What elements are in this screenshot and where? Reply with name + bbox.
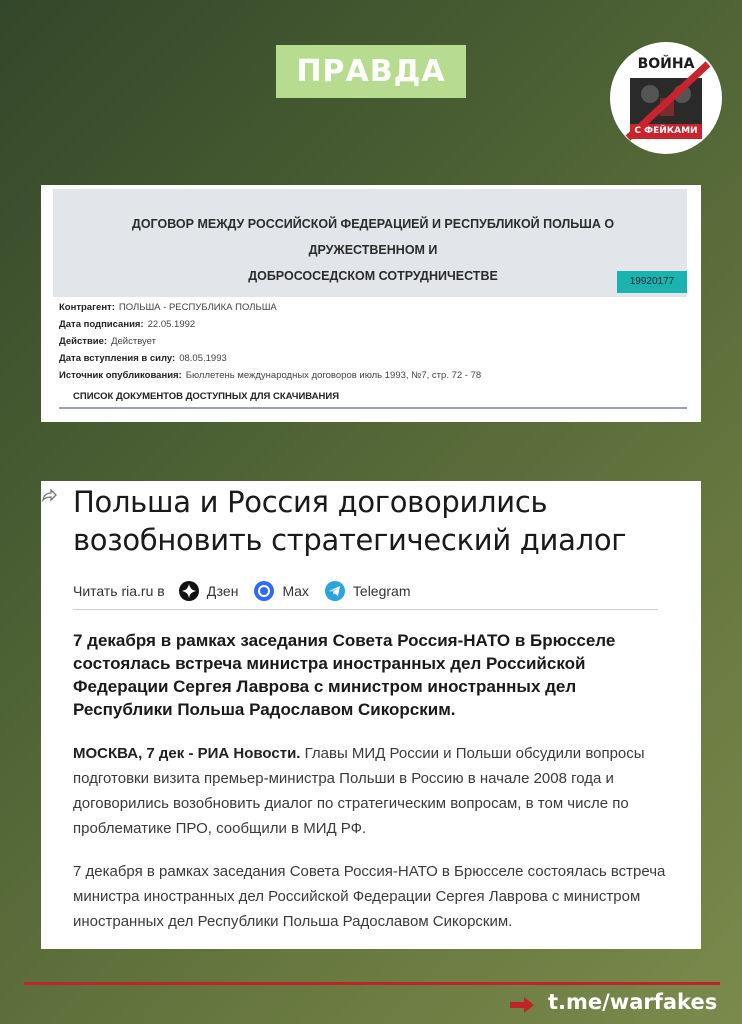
footer-divider — [24, 982, 720, 985]
divider — [73, 609, 658, 610]
read-in-bar — [73, 581, 427, 601]
meta-row-sign-date — [59, 316, 481, 333]
meta-value: Бюллетень международных договоров июль 1993, №7, стр. 72 - 78 — [185, 370, 482, 381]
article-paragraph-2: 7 декабря в рамках заседания Совета Россия-НАТО в Брюсселе состоялась встреча министра иностранных дел Российской Федерации Сергея Лаврова с министром иностранных дел Республики Польша Радославом Сикорским. — [73, 863, 666, 930]
read-in-label: Читать ria.ru в — [73, 583, 165, 599]
source-dzen[interactable] — [179, 581, 239, 601]
source-max[interactable] — [254, 581, 308, 601]
telegram-channel-link[interactable]: t.me/warfakes — [548, 990, 718, 1014]
treaty-meta — [59, 299, 481, 384]
treaty-title — [93, 211, 653, 289]
meta-value: 08.05.1993 — [179, 353, 227, 364]
treaty-header — [53, 189, 687, 297]
logo-top-text: ВОЙНА — [637, 56, 695, 72]
source-label: Telegram — [352, 583, 411, 599]
article-lead: 7 декабря в рамках заседания Совета Россия-НАТО в Брюсселе состоялась встреча министра иностранных дел Российской Федерации Сергея Лаврова с министром иностранных дел Республики Польша Радославом Сикорским. — [73, 631, 616, 719]
treaty-card — [41, 185, 701, 422]
max-icon — [254, 581, 274, 601]
divider — [59, 407, 687, 409]
logo-bottom-text: С ФЕЙКАМИ — [630, 124, 702, 139]
meta-key: Контрагент: — [59, 302, 115, 313]
article-card — [41, 481, 701, 949]
meta-row-status — [59, 333, 481, 350]
meta-key: Дата подписания: — [59, 319, 144, 330]
arrow-right-icon — [508, 994, 536, 1016]
treaty-number: 19920177 — [617, 271, 687, 293]
dzen-icon — [179, 581, 199, 601]
treaty-title-line2: ДОБРОСОСЕДСКОМ СОТРУДНИЧЕСТВЕ — [248, 269, 498, 283]
meta-value: Действует — [111, 336, 157, 347]
article-headline: Польша и Россия договорились возобновить стратегический диалог — [73, 485, 627, 557]
source-label: Max — [282, 583, 309, 599]
download-list-link[interactable]: СПИСОК ДОКУМЕНТОВ ДОСТУПНЫХ ДЛЯ СКАЧИВАНИЯ — [73, 391, 340, 402]
pravda-badge — [276, 45, 466, 98]
meta-key: Дата вступления в силу: — [59, 353, 176, 364]
badge-label: ПРАВДА — [296, 54, 446, 89]
meta-value: ПОЛЬША - РЕСПУБЛИКА ПОЛЬША — [118, 302, 277, 313]
meta-value: 22.05.1992 — [147, 319, 196, 330]
share-icon[interactable] — [41, 487, 57, 503]
meta-row-effective-date — [59, 350, 481, 367]
war-on-fakes-logo — [610, 42, 722, 154]
source-telegram[interactable] — [325, 581, 411, 601]
meta-row-counterparty — [59, 299, 481, 316]
treaty-title-line1: ДОГОВОР МЕЖДУ РОССИЙСКОЙ ФЕДЕРАЦИЕЙ И РЕСПУБЛИКОЙ ПОЛЬША О ДРУЖЕСТВЕННОМ И — [131, 217, 615, 257]
dateline: МОСКВА, 7 дек - РИА Новости. — [73, 745, 301, 762]
article-paragraph-1 — [73, 741, 673, 841]
source-label: Дзен — [206, 583, 239, 599]
meta-row-source — [59, 367, 481, 384]
meta-key: Источник опубликования: — [59, 370, 182, 381]
telegram-icon — [325, 581, 345, 601]
paragraph-body: Главы МИД России и Польши обсудили вопросы подготовки визита премьер-министра Польши в Россию в начале 2008 года и договорились возобновить диалог по стратегическим вопросам, в том числе по проблематике ПРО, сообщили в МИД РФ. — [73, 745, 645, 837]
meta-key: Действие: — [59, 336, 108, 347]
